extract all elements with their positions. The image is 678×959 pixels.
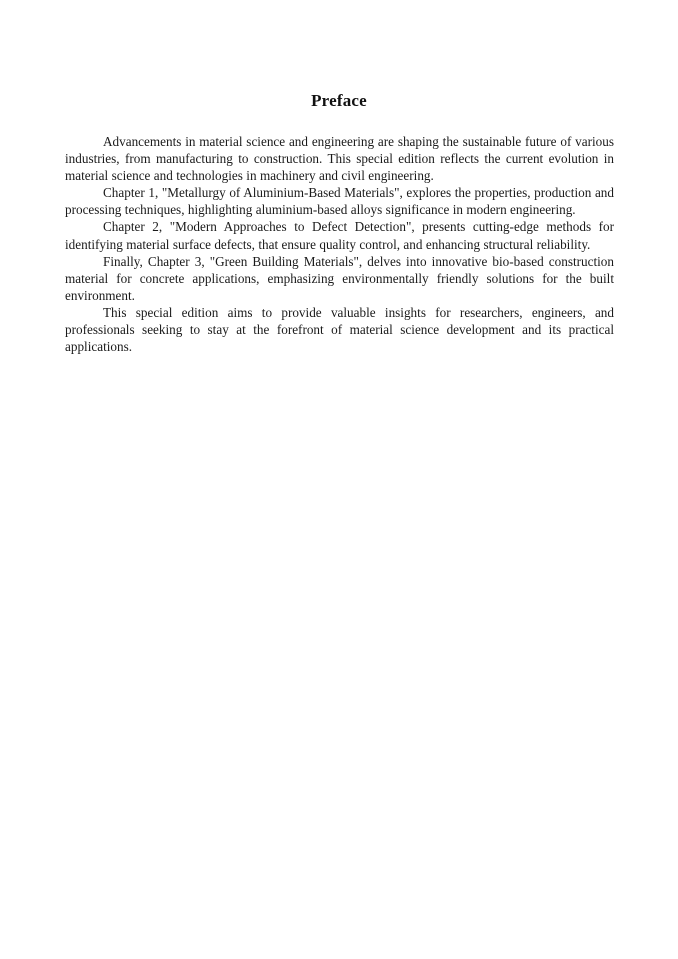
paragraph-chapter-2: Chapter 2, "Modern Approaches to Defect Detection", presents cutting-edge methods for identifying material surface defects, that ensure quality control, and enhancing structural reliability. [65, 219, 614, 252]
paragraph-chapter-1: Chapter 1, "Metallurgy of Aluminium-Based Materials", explores the properties, production and processing techniques, highlighting aluminium-based alloys significance in modern engineering. [65, 185, 614, 218]
preface-body [65, 133, 614, 355]
paragraph-chapter-3: Finally, Chapter 3, "Green Building Materials", delves into innovative bio-based construction material for concrete applications, emphasizing environmentally friendly solutions for the built environment. [65, 253, 614, 303]
page-title: Preface [311, 91, 367, 111]
paragraph-closing: This special edition aims to provide valuable insights for researchers, engineers, and professionals seeking to stay at the forefront of material science development and its practical applications. [65, 304, 614, 355]
paragraph-intro: Advancements in material science and engineering are shaping the sustainable future of various industries, from manufacturing to construction. This special edition reflects the current evolution in material science and technologies in machinery and civil engineering. [65, 134, 614, 184]
